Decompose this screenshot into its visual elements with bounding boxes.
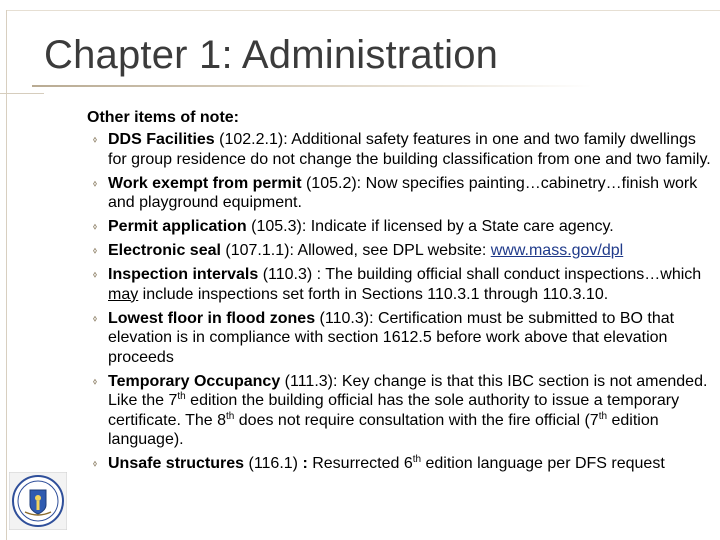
item-text: (111.3): Key change is that this IBC section is not amended. Like the 7 <box>108 372 708 409</box>
list-item-work-exempt <box>87 174 712 213</box>
list-item-temporary-occupancy <box>87 372 712 450</box>
item-term: DDS Facilities <box>108 131 215 148</box>
item-term: Permit application <box>108 218 247 235</box>
massachusetts-state-seal-icon <box>9 472 67 530</box>
item-term: Work exempt from permit <box>108 174 302 192</box>
slide-frame-left <box>6 10 33 540</box>
title-underline <box>32 85 592 87</box>
bullet-icon: ⬫ <box>92 218 98 235</box>
bullet-icon: ⬫ <box>92 174 98 192</box>
list-item-dds-facilities <box>87 130 712 169</box>
item-text: : <box>302 455 308 472</box>
item-term: Temporary Occupancy <box>108 372 281 390</box>
list-item-inspection-intervals <box>87 265 712 304</box>
item-text: edition language per DFS request <box>421 455 665 472</box>
title-accent-line <box>0 93 44 94</box>
item-text: (105.2): Now specifies painting…cabinetry…finish work and playground equipment. <box>108 174 698 211</box>
superscript: th <box>598 410 608 422</box>
item-term: Lowest floor in flood zones <box>108 309 316 327</box>
item-text: Resurrected 6 <box>307 455 413 472</box>
item-text: (105.3): Indicate if licensed by a State care agency. <box>246 218 614 235</box>
list-item-flood-zones <box>87 309 712 368</box>
item-text: include inspections set forth in Sections 110.3.1 through 110.3.10. <box>138 285 609 303</box>
bullet-icon: ⬫ <box>92 455 98 472</box>
bullet-icon: ⬫ <box>92 372 98 390</box>
bullet-icon: ⬫ <box>92 266 98 283</box>
item-term: Inspection intervals <box>108 266 259 283</box>
item-text: does not require consultation with the fire official (7 <box>234 411 599 429</box>
superscript: th <box>225 410 235 422</box>
bullet-icon: ⬫ <box>92 131 98 148</box>
superscript: th <box>177 391 186 402</box>
item-term: Electronic seal <box>108 242 221 259</box>
item-text: (102.2.1): Additional safety features in one and two family dwellings for group residence do not change the building classification from one and two family. <box>108 131 711 168</box>
list-item-unsafe-structures <box>87 454 712 474</box>
superscript: th <box>412 454 422 465</box>
item-term: Unsafe structures <box>108 455 245 472</box>
bullet-icon: ⬫ <box>92 309 98 327</box>
slide-frame-top <box>6 10 720 11</box>
item-text: edition language). <box>108 411 659 448</box>
item-text: (116.1) <box>244 455 303 472</box>
item-text: (110.3): Certification must be submitted to BO that elevation is in compliance with section 1612.5 before work above that elevation proceeds <box>108 309 675 366</box>
section-heading: Other items of note: <box>87 109 240 126</box>
bullet-icon: ⬫ <box>92 242 98 259</box>
list-item-permit-application <box>87 217 712 237</box>
item-text: edition the building official has the sole authority to issue a temporary certificate. The 8 <box>108 392 680 429</box>
dpl-website-link[interactable]: www.mass.gov/dpl <box>490 242 624 259</box>
notes-list <box>87 130 712 478</box>
item-text: (110.3) : The building official shall conduct inspections…which <box>258 266 702 283</box>
item-text: (107.1.1): Allowed, see DPL website: <box>220 242 491 259</box>
page-title: Chapter 1: Administration <box>44 33 499 77</box>
list-item-electronic-seal <box>87 241 712 261</box>
item-emphasis: may <box>108 285 139 303</box>
